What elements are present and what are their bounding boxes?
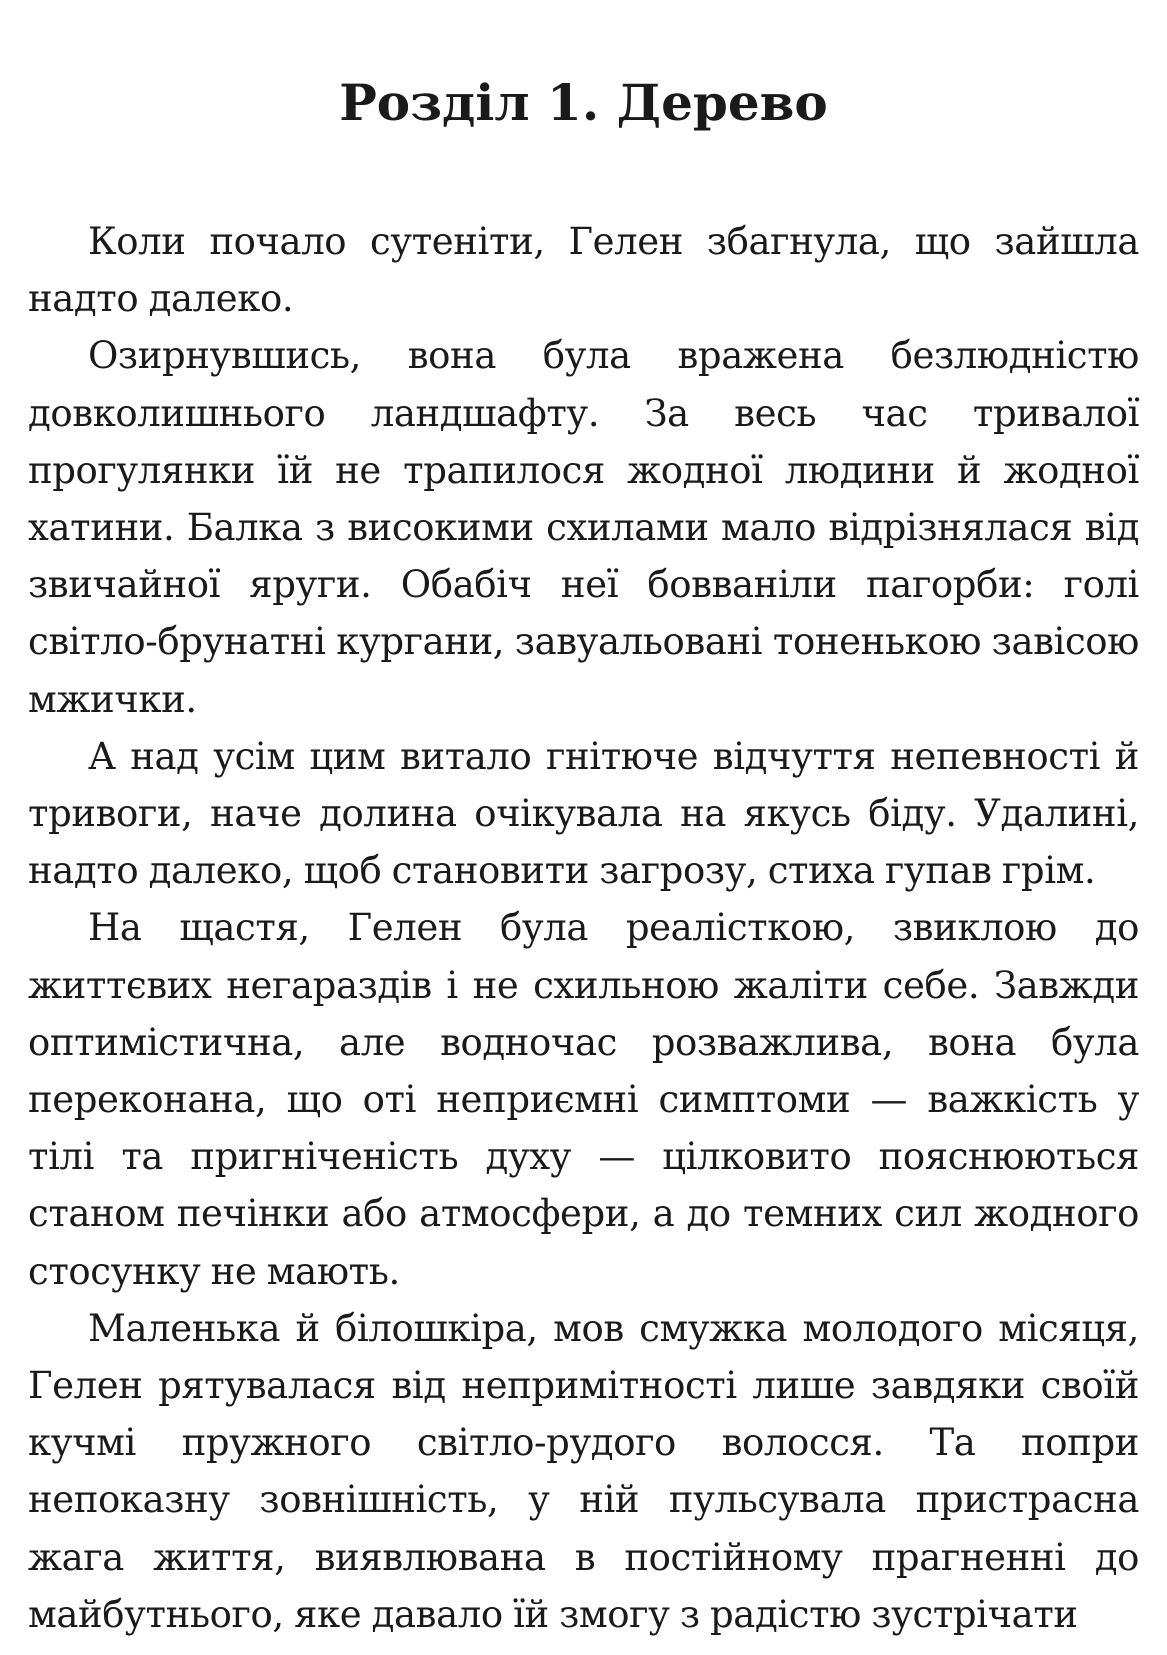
paragraph: На щастя, Гелен була реалісткою, звиклою до життєвих негараздів і не схильною жаліти себе. Завжди оптимістична, але водночас розважлива, вона була переконана, що оті неприємні симптоми — важкість у тілі та пригніченість духу — цілковито пояснюються станом печінки або атмосфери, а до темних сил жодного стосунку не мають.: [28, 906, 1139, 1293]
chapter-body: [28, 213, 1139, 1643]
paragraph: Маленька й білошкіра, мов смужка молодого місяця, Гелен рятувалася від непримітності лише завдяки своїй кучмі пружного світло-рудого волосся. Та попри непоказну зовнішність, у ній пульсувала пристрасна жага життя, виявлювана в постійному прагненні до майбутнього, яке давало їй змогу з радістю зустрічати: [28, 1306, 1139, 1636]
book-page: [28, 0, 1139, 1655]
paragraph: А над усім цим витало гнітюче відчуття непевності й тривоги, наче долина очікувала на якусь біду. Удалині, надто далеко, щоб становити загрозу, стиха гупав грім.: [28, 734, 1139, 893]
paragraph: Озирнувшись, вона була вражена безлюдністю довколишнього ландшафту. За весь час тривалої прогулянки їй не трапилося жодної людини й жодної хатини. Балка з високими схилами мало відрізнялася від звичайної яруги. Обабіч неї бовваніли пагорби: голі світло-брунатні кургани, завуальовані тоненькою завісою мжички.: [28, 334, 1139, 721]
paragraph: Коли почало сутеніти, Гелен збагнула, що зайшла надто далеко.: [28, 220, 1139, 321]
chapter-title: Розділ 1. Дерево: [339, 73, 828, 132]
